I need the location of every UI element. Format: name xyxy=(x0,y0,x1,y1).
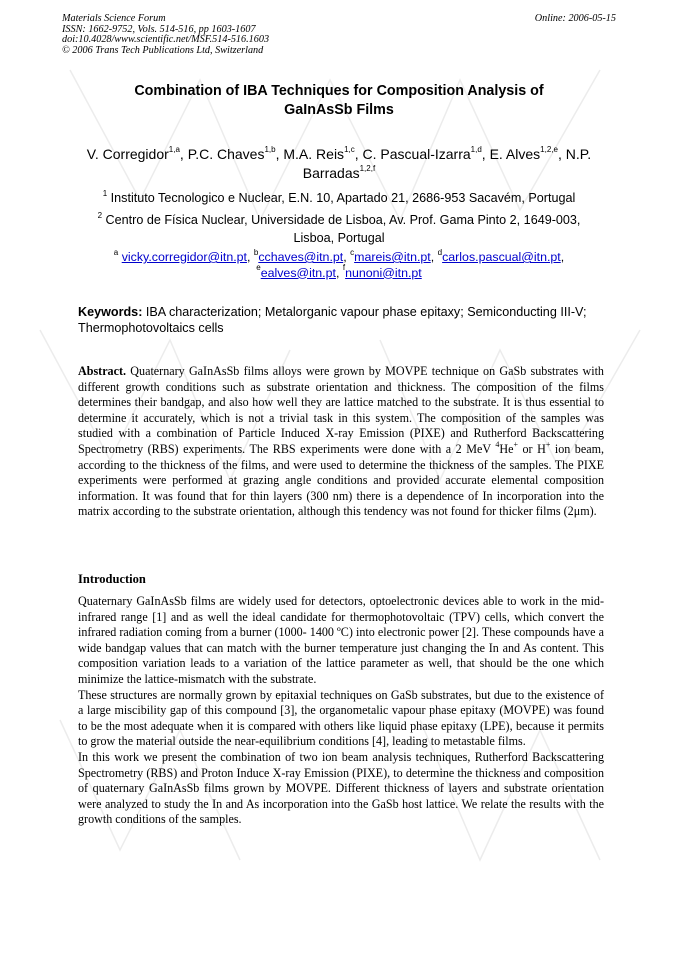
section-heading-introduction: Introduction xyxy=(78,572,146,586)
paragraph: In this work we present the combination of two ion beam analysis techniques, Rutherford Backscattering Spectrometry (RBS) and Proton Induce X-ray Emission (PIXE), to determine the thickness and composition of quaternary GaInAsSb films grown by MOVPE. Different thickness of layers and substrate orientation were analyzed to study the In and As incorporation into the GaSb host lattice. We relate the results with the growth conditions of the samples. xyxy=(78,749,604,827)
paper-title xyxy=(78,82,600,120)
paragraph: These structures are normally grown by epitaxial techniques on GaSb substrates, but due to the existence of a large miscibility gap of this compound [3], the organometalic vapour phase epitaxy (MOVPE) was found to be the most adequate when it is compared with others like liquid phase epitaxy (LPE), because it permits to grow the material outside the near-equilibrium conditions [4], leading to metastable films. xyxy=(78,687,604,749)
title-line-2: GaInAsSb Films xyxy=(284,102,394,118)
affiliation-1: $^1$ Instituto Tecnologico e Nuclear, E.N. 10, Apartado 21, 2686-953 Sacavém, Portugal xyxy=(102,188,576,205)
author: V. Corregidor$^{1,a}$, xyxy=(86,145,188,162)
introduction-body xyxy=(78,594,604,828)
journal-name: Materials Science Forum xyxy=(62,13,166,24)
email-link[interactable]: mareis@itn.pt xyxy=(354,250,431,264)
abstract: Abstract. Quaternary GaInAsSb films alloys were grown by MOVPE technique on GaSb substrates with different growth conditions such as substrate orientation and thickness. The composition of the films determines their bandgap, and also how well they are lattice matched to the substrate. It is thus essential to determine it accurately, which is not a trivial task in this system. The composition of the samples was studied with a combination of Particle Induced X-ray Emission (PIXE) and Rutherford Backscattering Spectrometry (RBS) experiments. The RBS experiments were done with a 2 MeV $^4$He+ or H+ ion beam, according to the thickness of the films, and were used to determine the thickness of the samples. The PIXE experiments were performed at grazing angle conditions and provided accurate elemental composition information. It was found that for thin layers (300 nm) there is a dependence of In incorporation into the matrix according to the substrate orientation, although this tendency was not found for thicker films (2μm). xyxy=(78,364,605,519)
author: M.A. Reis$^{1,c}$, xyxy=(283,145,363,162)
email-link[interactable]: carlos.pascual@itn.pt xyxy=(442,250,561,264)
online-date: Online: 2006-05-15 xyxy=(534,13,616,24)
title-line-1: Combination of IBA Techniques for Composition Analysis of xyxy=(134,83,544,99)
keywords xyxy=(78,304,604,336)
email-link[interactable]: vicky.corregidor@itn.pt xyxy=(121,250,247,264)
copyright-line: © 2006 Trans Tech Publications Ltd, Switzerland xyxy=(62,44,264,56)
email-link[interactable]: nunoni@itn.pt xyxy=(345,265,422,280)
journal-header xyxy=(62,14,269,56)
doi-line: doi:10.4028/www.scientific.net/MSF.514-516.1603 xyxy=(62,34,270,46)
author: E. Alves$^{1,2,e}$, xyxy=(489,145,566,162)
email-list: $^a$ vicky.corregidor@itn.pt, $^b$cchaves@itn.pt, $^c$mareis@itn.pt, $^d$carlos.pascual@itn.pt, $^e$ealves@itn.pt, $^f$nunoni@itn.pt xyxy=(113,247,565,280)
email-link[interactable]: cchaves@itn.pt xyxy=(258,250,344,264)
author: P.C. Chaves$^{1,b}$, xyxy=(187,145,284,162)
author: N.P. Barradas$^{1,2,f}$ xyxy=(302,146,592,181)
author: C. Pascual-Izarra$^{1,d}$, xyxy=(362,145,490,162)
keywords-label: Keywords: xyxy=(78,305,143,319)
keywords-text: IBA characterization; Metalorganic vapour phase epitaxy; Semiconducting III-V; Thermophotovoltaics cells xyxy=(78,305,587,335)
author-list xyxy=(78,145,600,183)
issn-line: ISSN: 1662-9752, Vols. 514-516, pp 1603-1607 xyxy=(62,23,256,35)
affiliation-2: $^2$ Centro de Física Nuclear, Universidade de Lisboa, Av. Prof. Gama Pinto 2, 1649-003, Lisboa, Portugal xyxy=(97,210,581,245)
paragraph: Quaternary GaInAsSb films are widely used for detectors, optoelectronic devices able to work in the mid-infrared range [1] and as well the ideal candidate for thermophotovoltaic (TPV) cells, which convert the infrared radiation coming from a burner (1000- 1400 ºC) into electronic power [2]. These compounds have a wide bandgap values that can match with the burner temperature just changing the In and As content. This composition variation leads to a variation of the lattice parameter as well, that should be the one which minimize the lattice-mismatch with the substrate. xyxy=(78,594,604,686)
email-link[interactable]: ealves@itn.pt xyxy=(260,265,336,280)
abstract-label: Abstract. xyxy=(78,364,127,378)
